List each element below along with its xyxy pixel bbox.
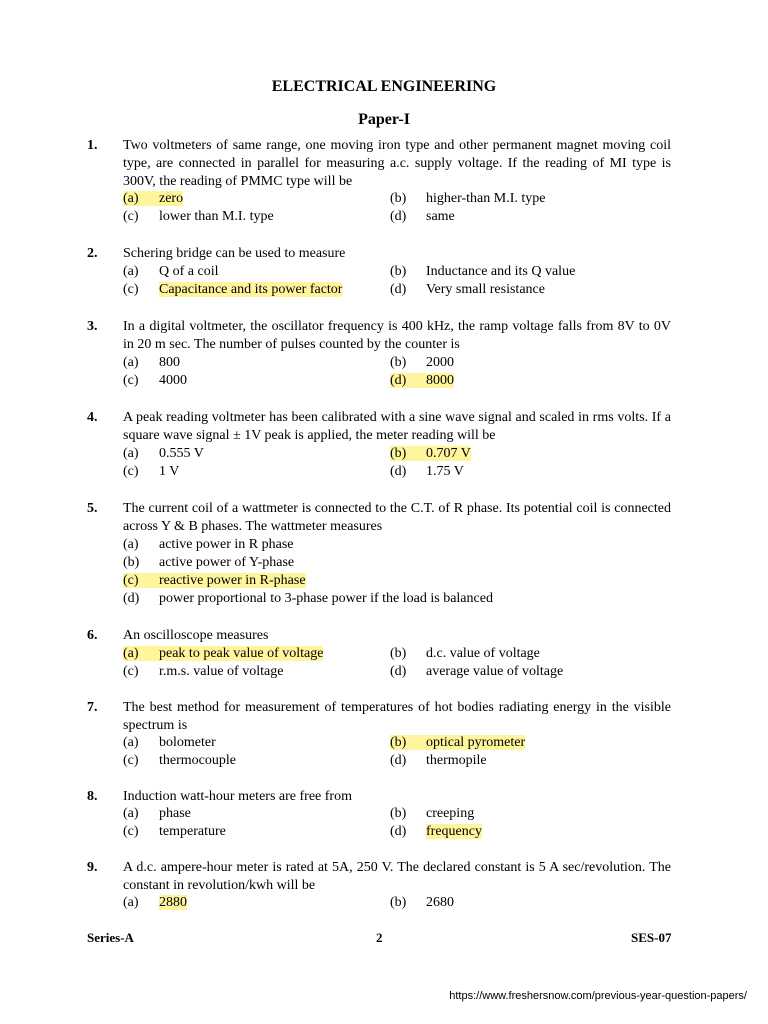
option-c xyxy=(123,372,187,390)
option-text: Very small resistance xyxy=(426,282,545,297)
option-label: (d) xyxy=(390,209,407,224)
option-text: active power in R phase xyxy=(159,537,294,552)
option-c xyxy=(123,208,274,226)
option-label: (b) xyxy=(390,355,407,370)
option-text: d.c. value of voltage xyxy=(426,646,540,661)
option-d xyxy=(390,281,545,299)
option-a xyxy=(123,805,191,823)
question-number: 5. xyxy=(87,501,98,516)
option-label: (d) xyxy=(390,824,407,839)
option-label: (c) xyxy=(123,664,139,679)
option-a xyxy=(123,190,183,208)
option-label: (b) xyxy=(390,646,407,661)
question-text: In a digital voltmeter, the oscillator frequency is 400 kHz, the ramp voltage falls from 8V to 0V in 20 m sec. The number of pulses counted by the counter is xyxy=(123,319,671,352)
option-label: (d) xyxy=(390,664,407,679)
option-label: (a) xyxy=(123,446,139,461)
option-label: (a) xyxy=(123,264,139,279)
question-text: The best method for measurement of temperatures of hot bodies radiating energy in the visible spectrum is xyxy=(123,700,671,733)
option-text: active power of Y-phase xyxy=(159,555,295,570)
option-text: phase xyxy=(159,806,191,821)
option-label: (d) xyxy=(390,753,407,768)
option-text: thermopile xyxy=(426,753,487,768)
option-d xyxy=(390,823,482,841)
option-label: (c) xyxy=(123,373,139,388)
option-label: (c) xyxy=(123,753,139,768)
option-d xyxy=(390,208,455,226)
option-label: (a) xyxy=(123,735,139,750)
option-label: (c) xyxy=(123,282,139,297)
option-b xyxy=(390,894,454,912)
option-label: (b) xyxy=(390,806,407,821)
option-text: Capacitance and its power factor xyxy=(159,282,343,297)
option-b xyxy=(390,645,540,663)
question-text: Two voltmeters of same range, one moving iron type and other permanent magnet moving coil type, are connected in parallel for measuring a.c. supply voltage. If the reading of MI type is 300V, the reading of PMMC type will be xyxy=(123,138,671,189)
option-text: thermocouple xyxy=(159,753,236,768)
option-text: optical pyrometer xyxy=(426,735,526,750)
option-label: (a) xyxy=(123,806,139,821)
option-b xyxy=(390,445,471,463)
option-d xyxy=(390,663,563,681)
option-label: (b) xyxy=(390,191,407,206)
option-text: 0.555 V xyxy=(159,446,204,461)
option-text: 1 V xyxy=(159,464,180,479)
option-label: (d) xyxy=(390,373,407,388)
option-text: 2680 xyxy=(426,895,454,910)
option-text: 8000 xyxy=(426,373,454,388)
option-c xyxy=(123,281,342,299)
option-text: average value of voltage xyxy=(426,664,564,679)
option-d xyxy=(123,590,493,608)
option-text: same xyxy=(426,209,455,224)
option-b xyxy=(123,554,294,572)
option-a xyxy=(123,894,187,912)
option-a xyxy=(123,734,216,752)
question-number: 1. xyxy=(87,138,98,153)
option-b xyxy=(390,805,474,823)
option-b xyxy=(390,263,575,281)
option-label: (a) xyxy=(123,355,139,370)
footer-series: Series-A xyxy=(87,930,134,945)
option-text: reactive power in R-phase xyxy=(159,573,306,588)
option-c xyxy=(123,463,179,481)
option-label: (c) xyxy=(123,824,139,839)
option-text: Inductance and its Q value xyxy=(426,264,576,279)
question-number: 7. xyxy=(87,700,98,715)
option-text: bolometer xyxy=(159,735,216,750)
option-label: (c) xyxy=(123,209,139,224)
option-a xyxy=(123,645,323,663)
question-number: 3. xyxy=(87,319,98,334)
option-text: peak to peak value of voltage xyxy=(159,646,324,661)
source-url[interactable]: https://www.freshersnow.com/previous-year-question-papers/ xyxy=(449,990,747,1002)
option-text: 1.75 V xyxy=(426,464,464,479)
option-label: (b) xyxy=(390,264,407,279)
footer-code: SES-07 xyxy=(631,930,672,945)
option-c xyxy=(123,663,283,681)
question-text: A peak reading voltmeter has been calibrated with a sine wave signal and scaled in rms volts. If a square wave signal ± 1V peak is applied, the meter reading will be xyxy=(123,410,671,443)
question-text: Induction watt-hour meters are free from xyxy=(123,789,352,804)
option-text: r.m.s. value of voltage xyxy=(159,664,284,679)
option-text: zero xyxy=(159,191,184,206)
question-number: 6. xyxy=(87,628,98,643)
option-b xyxy=(390,354,454,372)
option-a xyxy=(123,536,294,554)
option-a xyxy=(123,354,180,372)
option-label: (b) xyxy=(390,895,407,910)
option-c xyxy=(123,752,236,770)
option-label: (a) xyxy=(123,895,139,910)
option-text: frequency xyxy=(426,824,482,839)
footer-page-number: 2 xyxy=(376,930,383,945)
option-b xyxy=(390,734,525,752)
question-number: 4. xyxy=(87,410,98,425)
question-text: A d.c. ampere-hour meter is rated at 5A, 250 V. The declared constant is 5 A sec/revolution. The constant in revolution/kwh will be xyxy=(123,860,671,893)
option-text: 2880 xyxy=(159,895,187,910)
option-label: (d) xyxy=(390,282,407,297)
question-text: The current coil of a wattmeter is connected to the C.T. of R phase. Its potential coil is connected across Y & B phases. The wattmeter measures xyxy=(123,501,671,534)
question-text: An oscilloscope measures xyxy=(123,628,269,643)
option-text: power proportional to 3-phase power if the load is balanced xyxy=(159,591,493,606)
option-label: (a) xyxy=(123,537,139,552)
option-label: (b) xyxy=(390,446,407,461)
option-d xyxy=(390,372,454,390)
option-text: 0.707 V xyxy=(426,446,471,461)
option-d xyxy=(390,463,464,481)
question-number: 9. xyxy=(87,860,98,875)
option-text: lower than M.I. type xyxy=(159,209,274,224)
option-text: higher-than M.I. type xyxy=(426,191,546,206)
option-text: Q of a coil xyxy=(159,264,219,279)
page-title: ELECTRICAL ENGINEERING xyxy=(271,78,497,95)
option-text: 2000 xyxy=(426,355,454,370)
option-label: (b) xyxy=(123,555,140,570)
option-text: temperature xyxy=(159,824,226,839)
option-label: (a) xyxy=(123,191,139,206)
option-label: (a) xyxy=(123,646,139,661)
option-b xyxy=(390,190,545,208)
paper-subtitle: Paper-I xyxy=(358,111,410,128)
option-a xyxy=(123,263,218,281)
option-label: (b) xyxy=(390,735,407,750)
option-label: (d) xyxy=(123,591,140,606)
question-number: 2. xyxy=(87,246,98,261)
option-text: 800 xyxy=(159,355,180,370)
option-label: (d) xyxy=(390,464,407,479)
option-c xyxy=(123,823,226,841)
question-number: 8. xyxy=(87,789,98,804)
option-text: 4000 xyxy=(159,373,187,388)
option-d xyxy=(390,752,487,770)
option-a xyxy=(123,445,204,463)
option-label: (c) xyxy=(123,573,139,588)
question-text: Schering bridge can be used to measure xyxy=(123,246,346,261)
option-label: (c) xyxy=(123,464,139,479)
option-text: creeping xyxy=(426,806,475,821)
option-c xyxy=(123,572,306,590)
